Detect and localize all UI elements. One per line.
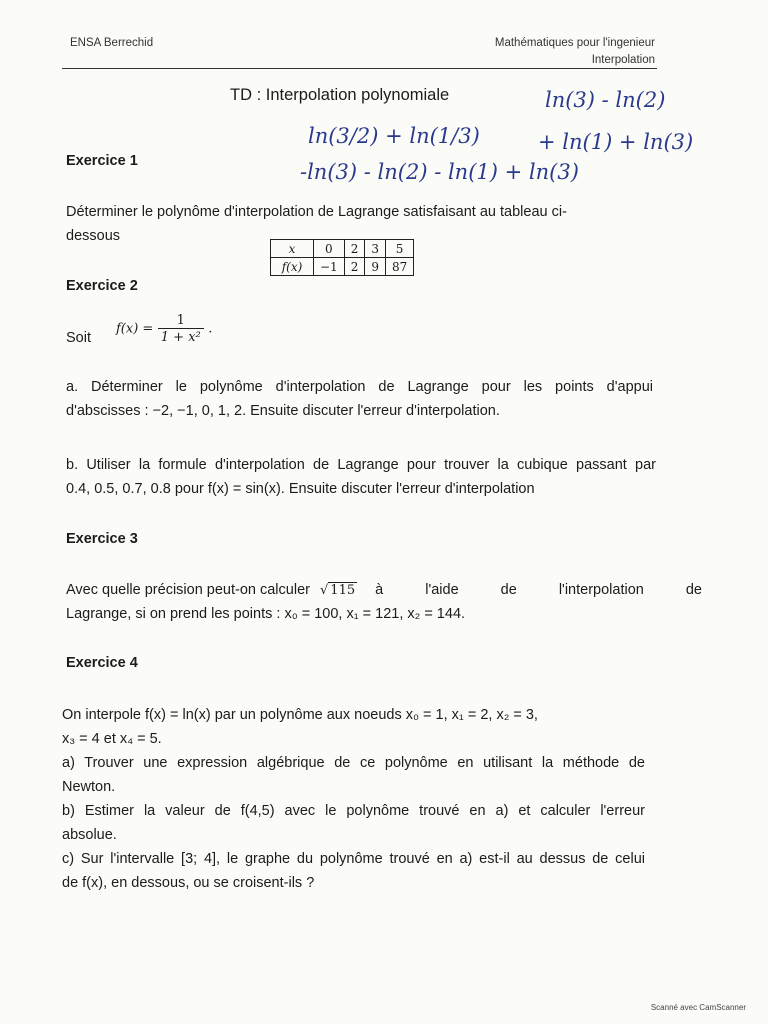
text-line: a. Déterminer le polynôme d'interpolation de Lagrange pour les points d'appui <box>66 379 653 395</box>
table-header-cell: x <box>271 240 314 258</box>
text-line: 0.4, 0.5, 0.7, 0.8 pour f(x) = sin(x). Ensuite discuter l'erreur d'interpolation <box>66 481 535 497</box>
handwritten-note: + ln(1) + ln(3) <box>538 130 694 154</box>
exercise-3-line-1 <box>66 578 702 603</box>
table-cell: 0 <box>314 240 345 258</box>
soit-label: Soit <box>66 330 91 346</box>
text-line: x₃ = 4 et x₄ = 5. <box>62 731 162 747</box>
text-segment: Avec quelle précision peut-on calculer <box>66 582 310 598</box>
text-line: b. Utiliser la formule d'interpolation de Lagrange pour trouver la cubique passant par <box>66 457 656 473</box>
values-table <box>270 239 414 276</box>
text-line: d'abscisses : −2, −1, 0, 1, 2. Ensuite discuter l'erreur d'interpolation. <box>66 403 500 419</box>
text-line: b) Estimer la valeur de f(4,5) avec le polynôme trouvé en a) et calculer l'erreur <box>62 803 645 819</box>
sqrt-symbol: √ <box>320 583 329 598</box>
sqrt-expression <box>320 579 357 603</box>
fraction-numerator: 1 <box>176 313 185 328</box>
text-line: a) Trouver une expression algébrique de ce polynôme en utilisant la méthode de <box>62 755 645 771</box>
table-cell: 87 <box>385 258 413 276</box>
table-row <box>271 240 414 258</box>
text-line: dessous <box>66 228 121 244</box>
page-title: TD : Interpolation polynomiale <box>230 86 450 104</box>
sqrt-argument: 115 <box>330 583 356 598</box>
scanner-watermark: Scanné avec CamScanner <box>650 1003 746 1012</box>
table-cell: 9 <box>365 258 386 276</box>
exercise-2-part-b <box>66 453 656 501</box>
table-row <box>271 258 414 276</box>
text-segment: à l'aide de l'interpolation de <box>375 582 702 598</box>
school-name: ENSA Berrechid <box>70 37 154 49</box>
exercise-4-text <box>62 703 645 895</box>
function-definition <box>116 313 212 345</box>
text-line: Déterminer le polynôme d'interpolation de Lagrange satisfaisant au tableau ci- <box>66 204 567 220</box>
exercise-2-part-a <box>66 375 653 423</box>
fraction-denominator: 1 + x² <box>158 328 204 345</box>
exercise-1-title: Exercice 1 <box>66 153 138 169</box>
table-header-cell: f(x) <box>271 258 314 276</box>
exercise-3-line-2: Lagrange, si on prend les points : x₀ = 100, x₁ = 121, x₂ = 144. <box>66 606 466 622</box>
text-line: absolue. <box>62 827 117 843</box>
table-cell: 3 <box>365 240 386 258</box>
table-cell: 2 <box>344 240 365 258</box>
text-line: On interpole f(x) = ln(x) par un polynôme aux noeuds x₀ = 1, x₁ = 2, x₂ = 3, <box>62 707 538 723</box>
header-rule <box>62 68 657 69</box>
handwritten-note: ln(3/2) + ln(1/3) <box>308 124 480 148</box>
handwritten-note: -ln(3) - ln(2) - ln(1) + ln(3) <box>300 160 579 184</box>
topic-name: Interpolation <box>591 54 655 66</box>
table-cell: 2 <box>344 258 365 276</box>
text-line: Newton. <box>62 779 116 795</box>
formula-lhs: f(x) = <box>116 321 154 337</box>
exercise-3-title: Exercice 3 <box>66 531 138 547</box>
formula-fraction <box>158 313 204 345</box>
text-line: de f(x), en dessous, ou se croisent-ils ? <box>62 875 315 891</box>
table-cell: 5 <box>385 240 413 258</box>
exercise-2-title: Exercice 2 <box>66 278 138 294</box>
text-line: c) Sur l'intervalle [3; 4], le graphe du polynôme trouvé en a) est-il au dessus de celui <box>62 851 645 867</box>
course-name: Mathématiques pour l'ingenieur <box>494 37 655 49</box>
formula-end: . <box>208 321 213 337</box>
exercise-4-title: Exercice 4 <box>66 655 138 671</box>
handwritten-note: ln(3) - ln(2) <box>545 88 666 112</box>
table-cell: −1 <box>314 258 345 276</box>
